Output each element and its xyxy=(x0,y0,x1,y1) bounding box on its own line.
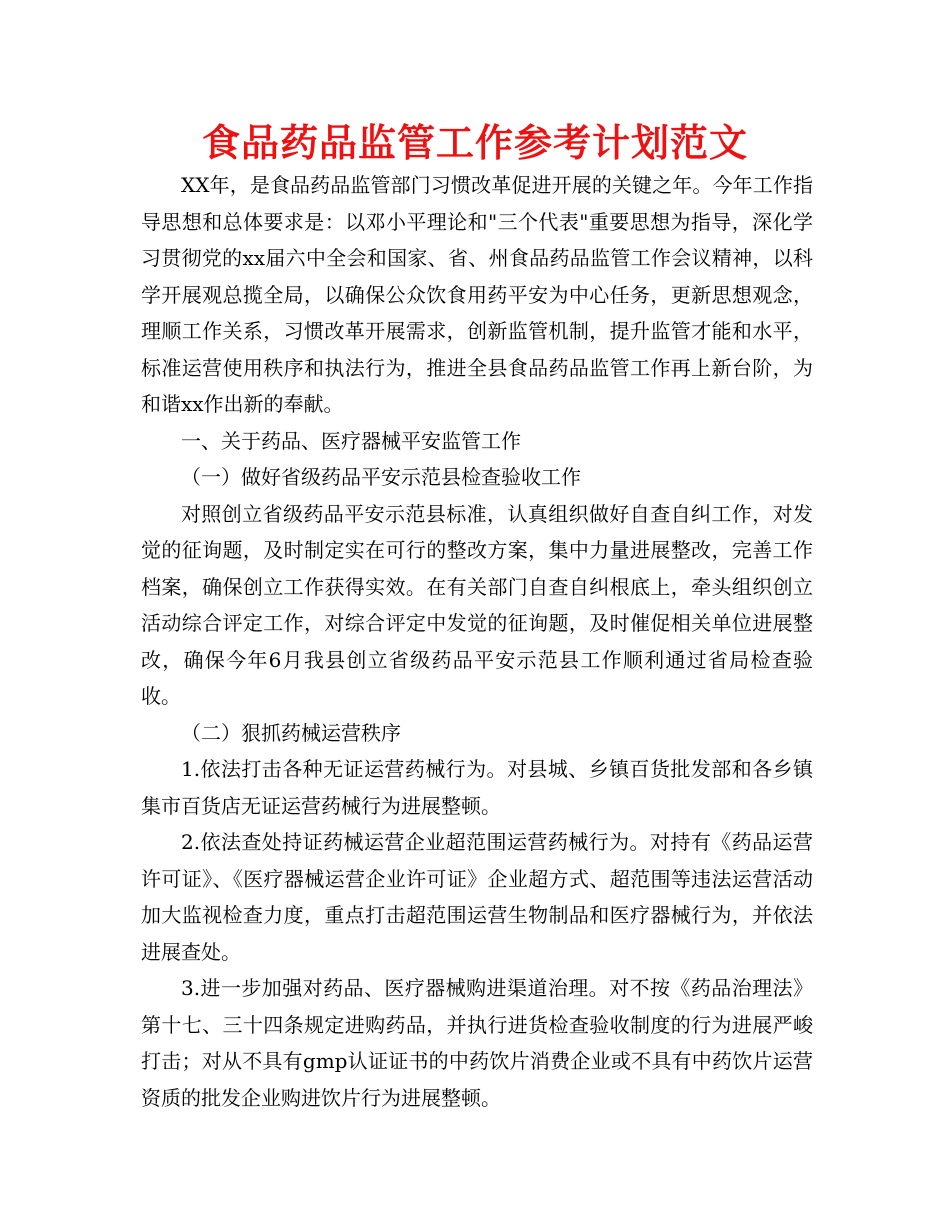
list-item-3: 3.进一步加强对药品、医疗器械购进渠道治理。对不按《药品治理法》第十七、三十四条规定进购药品，并执行进货检查验收制度的行为进展严峻打击；对从不具有gmp认证证书的中药饮片消费企业或不具有中药饮片运营资质的批发企业购进饮片行为进展整顿。 xyxy=(141,976,813,1110)
subsection-heading-2: （二）狠抓药械运营秩序 xyxy=(181,720,401,745)
list-item-2: 2.依法查处持证药械运营企业超范围运营药械行为。对持有《药品运营许可证》、《医疗器械运营企业许可证》企业超方式、超范围等违法运营活动加大监视检查力度，重点打击超范围运营生物制品和医疗器械行为，并依法进展查处。 xyxy=(141,830,813,964)
section-heading-1: 一、关于药品、医疗器械平安监管工作 xyxy=(181,428,521,453)
document-body xyxy=(141,167,813,1116)
document-title: 食品药品监管工作参考计划范文 xyxy=(201,121,748,165)
subsection-heading-1: （一）做好省级药品平安示范县检查验收工作 xyxy=(181,465,581,489)
paragraph-intro: XX年，是食品药品监管部门习惯改革促进开展的关键之年。今年工作指导思想和总体要求是：以邓小平理论和"三个代表"重要思想为指导，深化学习贯彻党的xx届六中全会和国家、省、州食品药品监管工作会议精神，以科学开展观总揽全局，以确保公众饮食用药平安为中心任务，更新思想观念，理顺工作关系，习惯改革开展需求，创新监管机制，提升监管才能和水平，标准运营使用秩序和执法行为，推进全县食品药品监管工作再上新台阶，为和谐xx作出新的奉献。 xyxy=(141,173,813,416)
paragraph-inspection: 对照创立省级药品平安示范县标准，认真组织做好自查自纠工作，对发觉的征询题，及时制定实在可行的整改方案，集中力量进展整改，完善工作档案，确保创立工作获得实效。在有关部门自查自纠根底上，牵头组织创立活动综合评定工作，对综合评定中发觉的征询题，及时催促相关单位进展整改，确保今年6月我县创立省级药品平安示范县工作顺利通过省局检查验收。 xyxy=(141,501,813,708)
list-item-1: 1.依法打击各种无证运营药械行为。对县城、乡镇百货批发部和各乡镇集市百货店无证运营药械行为进展整顿。 xyxy=(141,757,813,818)
